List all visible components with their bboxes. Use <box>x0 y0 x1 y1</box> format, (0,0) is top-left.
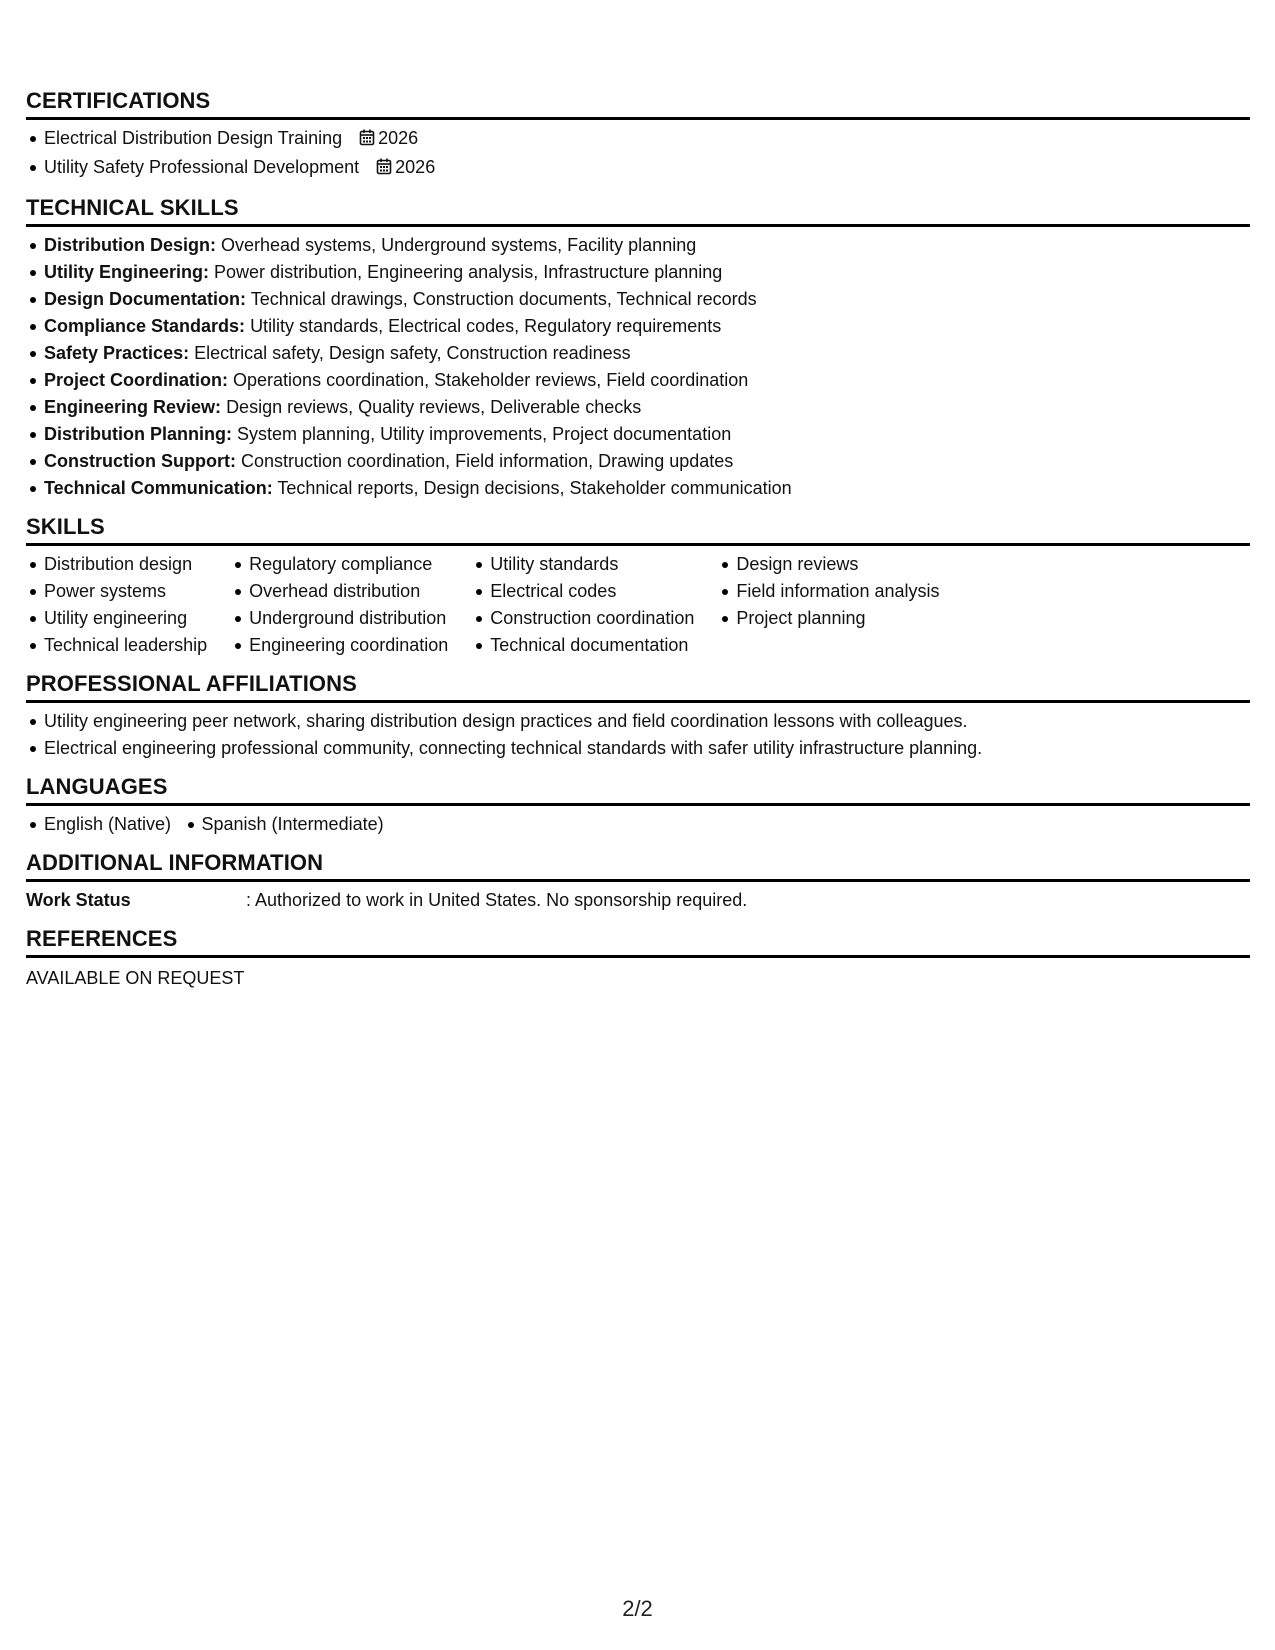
list-item <box>44 394 1250 421</box>
skill-text: Design reviews, Quality reviews, Deliverable checks <box>226 397 642 417</box>
skill-text: System planning, Utility improvements, Project documentation <box>237 424 732 444</box>
list-item: Technical documentation <box>490 632 694 659</box>
list-item <box>44 421 1250 448</box>
affiliations-section <box>26 671 1250 762</box>
certifications-list <box>26 125 1250 183</box>
skills-column <box>472 551 694 659</box>
calendar-icon <box>376 156 392 183</box>
list-item <box>44 340 1250 367</box>
list-item <box>44 448 1250 475</box>
list-item <box>44 367 1250 394</box>
skill-text: Operations coordination, Stakeholder reviews, Field coordination <box>233 370 749 390</box>
work-status-row <box>26 887 1250 914</box>
technical-skills-section <box>26 195 1250 502</box>
list-item: Electrical codes <box>490 578 694 605</box>
list-item: Utility engineering <box>44 605 207 632</box>
page-number: 2/2 <box>622 1596 653 1621</box>
references-text: AVAILABLE ON REQUEST <box>26 968 245 988</box>
certification-year: 2026 <box>395 157 436 177</box>
list-item <box>44 125 1250 154</box>
certification-name: Utility Safety Professional Development <box>44 157 360 177</box>
list-item <box>44 313 1250 340</box>
skills-section <box>26 514 1250 659</box>
section-title: LANGUAGES <box>26 774 1250 806</box>
skill-label: Project Coordination: <box>44 370 228 390</box>
list-item: Utility engineering peer network, sharing distribution design practices and field coordination lessons with colleagues. <box>44 708 1250 735</box>
skills-column <box>231 551 448 659</box>
list-item <box>44 259 1250 286</box>
list-item <box>44 154 1250 183</box>
list-item: Power systems <box>44 578 207 605</box>
skill-label: Technical Communication: <box>44 478 273 498</box>
list-item: Electrical engineering professional community, connecting technical standards with safer utility infrastructure planning. <box>44 735 1250 762</box>
list-item: Field information analysis <box>736 578 939 605</box>
section-title: CERTIFICATIONS <box>26 88 1250 120</box>
affiliations-list <box>26 708 1250 762</box>
section-title: ADDITIONAL INFORMATION <box>26 850 1250 882</box>
skill-label: Distribution Design: <box>44 235 216 255</box>
languages-list <box>26 811 410 838</box>
list-item <box>44 475 1250 502</box>
work-status-value: : Authorized to work in United States. No sponsorship required. <box>246 890 748 910</box>
list-item: Construction coordination <box>490 605 694 632</box>
skill-text: Power distribution, Engineering analysis, Infrastructure planning <box>214 262 723 282</box>
section-title: TECHNICAL SKILLS <box>26 195 1250 227</box>
skill-label: Distribution Planning: <box>44 424 232 444</box>
section-title: REFERENCES <box>26 926 1250 958</box>
certification-name: Electrical Distribution Design Training <box>44 128 343 148</box>
list-item: Technical leadership <box>44 632 207 659</box>
languages-row <box>26 811 1250 838</box>
list-item: Spanish (Intermediate) <box>202 811 384 838</box>
list-item: Utility standards <box>490 551 694 578</box>
certifications-section <box>26 88 1250 183</box>
list-item <box>44 232 1250 259</box>
skill-text: Overhead systems, Underground systems, Facility planning <box>221 235 697 255</box>
list-item: Underground distribution <box>249 605 448 632</box>
skill-label: Utility Engineering: <box>44 262 210 282</box>
list-item: Project planning <box>736 605 939 632</box>
list-item: Distribution design <box>44 551 207 578</box>
references-section <box>26 926 1250 993</box>
skills-column <box>718 551 939 659</box>
list-item: English (Native) <box>44 811 171 838</box>
skill-text: Construction coordination, Field information, Drawing updates <box>241 451 734 471</box>
section-title: PROFESSIONAL AFFILIATIONS <box>26 671 1250 703</box>
additional-info-section <box>26 850 1250 914</box>
calendar-icon <box>359 127 375 154</box>
list-item: Overhead distribution <box>249 578 448 605</box>
skill-text: Electrical safety, Design safety, Construction readiness <box>194 343 631 363</box>
skill-label: Safety Practices: <box>44 343 190 363</box>
technical-skills-list <box>26 232 1250 502</box>
section-title: SKILLS <box>26 514 1250 546</box>
list-item <box>44 286 1250 313</box>
resume-page <box>26 88 1250 1005</box>
skills-grid <box>26 551 1250 659</box>
skill-label: Compliance Standards: <box>44 316 246 336</box>
skill-text: Technical reports, Design decisions, Stakeholder communication <box>277 478 792 498</box>
certification-year: 2026 <box>378 128 419 148</box>
skill-text: Technical drawings, Construction documents, Technical records <box>250 289 757 309</box>
skill-label: Design Documentation: <box>44 289 247 309</box>
skill-text: Utility standards, Electrical codes, Regulatory requirements <box>250 316 722 336</box>
work-status-label: Work Status <box>26 890 131 910</box>
skill-label: Engineering Review: <box>44 397 222 417</box>
list-item: Engineering coordination <box>249 632 448 659</box>
skills-column <box>26 551 207 659</box>
languages-section <box>26 774 1250 838</box>
list-item: Design reviews <box>736 551 939 578</box>
skill-label: Construction Support: <box>44 451 236 471</box>
list-item: Regulatory compliance <box>249 551 448 578</box>
